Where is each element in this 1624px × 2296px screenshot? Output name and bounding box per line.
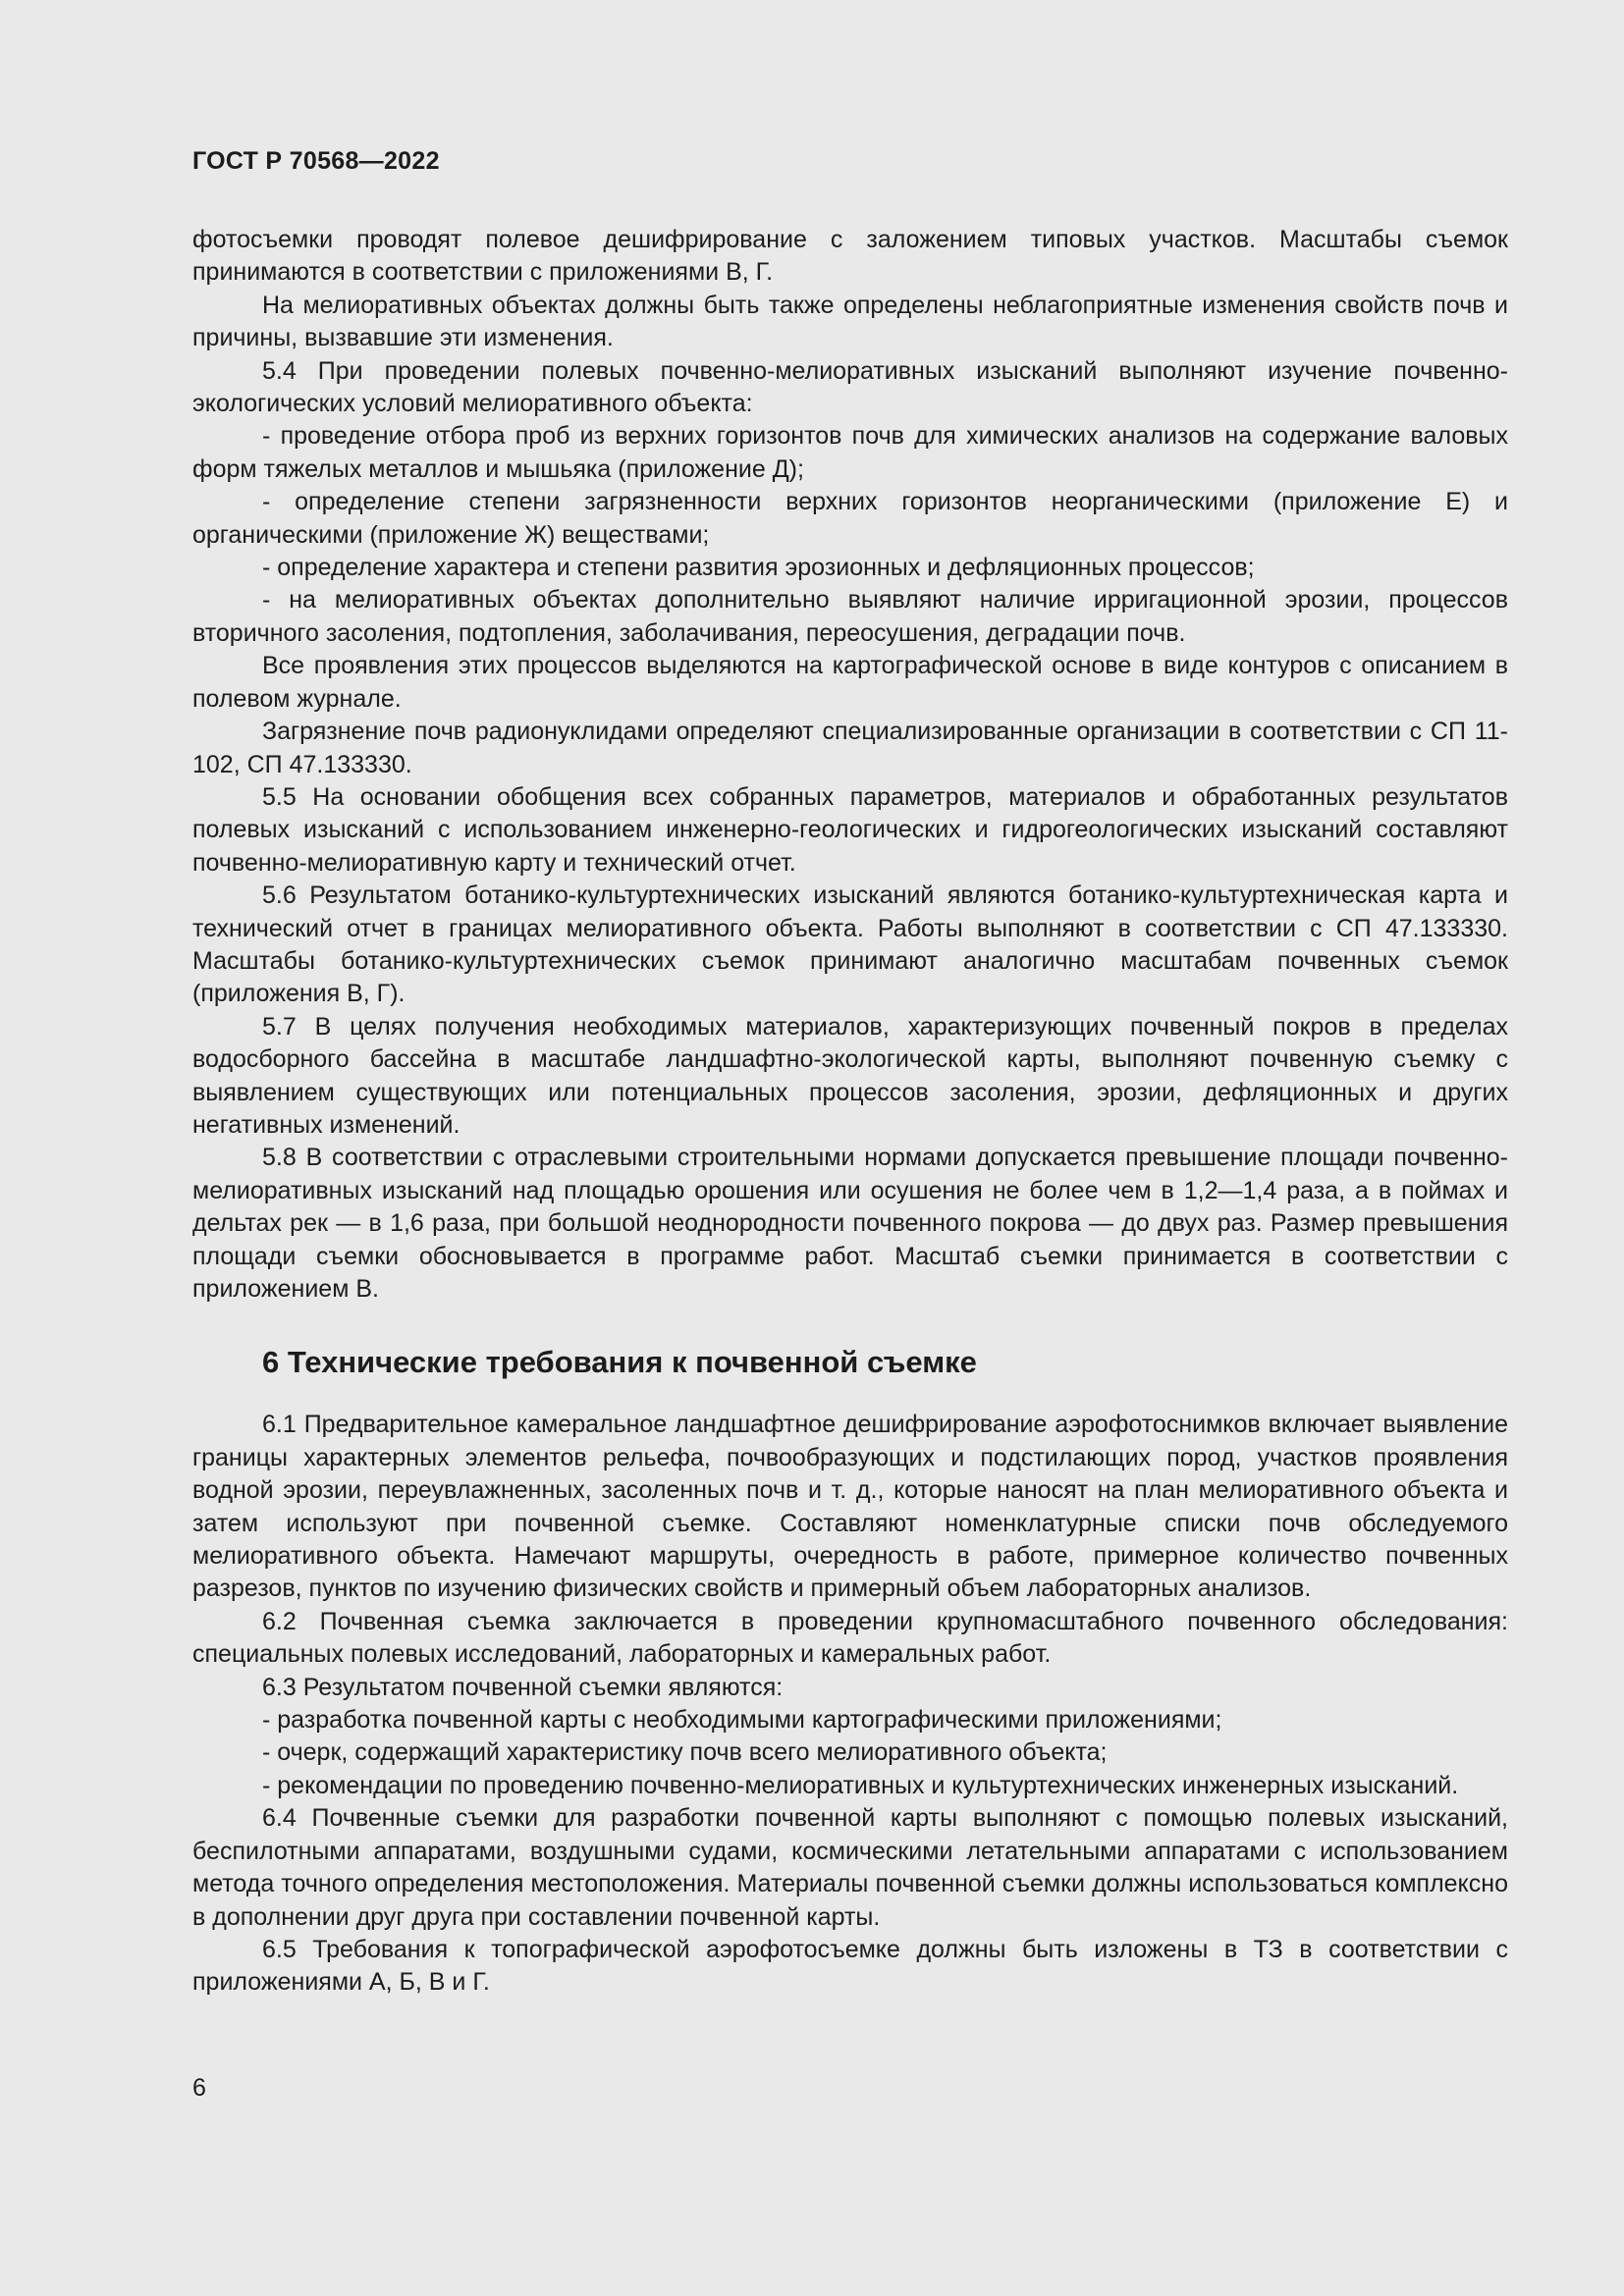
list-item: - разработка почвенной карты с необходимыми картографическими приложениями; <box>262 1706 1222 1735</box>
list-item: - на мелиоративных объектах дополнительно выявляют наличие ирригационной эрозии, процессов вторичного засоления, подтопления, заболачивания, переосушения, деградации почв. <box>192 586 1508 647</box>
clause-5-7: 5.7 В целях получения необходимых материалов, характеризующих почвенный покров в пределах водосборного бассейна в масштабе ландшафтно-экологической карты, выполняют почвенную съемку с выявлением существующих или потенциальных процессов засоления, эрозии, дефляционных и других негативных изменений. <box>192 1012 1508 1139</box>
list-item: - очерк, содержащий характеристику почв всего мелиоративного объекта; <box>262 1738 1108 1767</box>
document-body <box>192 224 1508 2000</box>
paragraph: фотосъемки проводят полевое дешифрирование с заложением типовых участков. Масштабы съемок принимаются в соответствии с приложениями В, Г. <box>192 226 1508 287</box>
list-item: - проведение отбора проб из верхних горизонтов почв для химических анализов на содержание валовых форм тяжелых металлов и мышьяка (приложение Д); <box>192 422 1508 483</box>
section-6-heading: 6 Технические требования к почвенной съемке <box>262 1345 977 1380</box>
paragraph: Все проявления этих процессов выделяются на картографической основе в виде контуров с описанием в полевом журнале. <box>192 652 1508 713</box>
paragraph: Загрязнение почв радионуклидами определяют специализированные организации в соответствии с СП 11-102, СП 47.133330. <box>192 718 1508 778</box>
clause-5-4: 5.4 При проведении полевых почвенно-мелиоративных изысканий выполняют изучение почвенно-экологических условий мелиоративного объекта: <box>192 356 1508 418</box>
list-item: - определение характера и степени развития эрозионных и дефляционных процессов; <box>262 554 1255 582</box>
clause-5-8: 5.8 В соответствии с отраслевыми строительными нормами допускается превышение площади почвенно-мелиоративных изысканий над площадью орошения или осушения не более чем в 1,2—1,4 раза, а в поймах и дельтах рек — в 1,6 раза, при большой неоднородности почвенного покрова — до двух раз. Размер превышения площади съемки обосновывается в программе работ. Масштаб съемки принимается в соответствии с приложением В. <box>192 1144 1508 1303</box>
paragraph: На мелиоративных объектах должны быть также определены неблагоприятные изменения свойств почв и причины, вызвавшие эти изменения. <box>192 291 1508 352</box>
clause-6-1: 6.1 Предварительное камеральное ландшафтное дешифрирование аэрофотоснимков включает выявление границы характерных элементов рельефа, почвообразующих и подстилающих пород, участков проявления водной эрозии, переувлажненных, засоленных почв и т. д., которые наносят на план мелиоративного объекта и затем используют при почвенной съемке. Составляют номенклатурные списки почв обследуемого мелиоративного объекта. Намечают маршруты, очередность в работе, примерное количество почвенных разрезов, пунктов по изучению физических свойств и примерный объем лабораторных анализов. <box>192 1411 1508 1603</box>
clause-6-4: 6.4 Почвенные съемки для разработки почвенной карты выполняют с помощью полевых изысканий, беспилотными аппаратами, воздушными судами, космическими летательными аппаратами с использованием метода точного определения местоположения. Материалы почвенной съемки должны использоваться комплексно в дополнении друг друга при составлении почвенной карты. <box>192 1804 1508 1931</box>
page-number: 6 <box>192 2074 206 2102</box>
clause-5-6: 5.6 Результатом ботанико-культуртехнических изысканий являются ботанико-культуртехническая карта и технический отчет в границах мелиоративного объекта. Работы выполняют в соответствии с СП 47.133330. Масштабы ботанико-культуртехнических съемок принимают аналогично масштабам почвенных съемок (приложения В, Г). <box>192 881 1508 1008</box>
clause-6-3: 6.3 Результатом почвенной съемки являются: <box>262 1673 784 1701</box>
list-item: - определение степени загрязненности верхних горизонтов неорганическими (приложение Е) и органическими (приложение Ж) веществами; <box>192 488 1508 549</box>
list-item: - рекомендации по проведению почвенно-мелиоративных и культуртехнических инженерных изысканий. <box>262 1771 1459 1799</box>
clause-6-2: 6.2 Почвенная съемка заключается в проведении крупномасштабного почвенного обследования: специальных полевых исследований, лабораторных и камеральных работ. <box>192 1607 1508 1669</box>
document-header: ГОСТ Р 70568—2022 <box>192 147 440 175</box>
clause-6-5: 6.5 Требования к топографической аэрофотосъемке должны быть изложены в ТЗ в соответствии с приложениями А, Б, В и Г. <box>192 1935 1508 1997</box>
clause-5-5: 5.5 На основании обобщения всех собранных параметров, материалов и обработанных результатов полевых изысканий с использованием инженерно-геологических и гидрогеологических изысканий составляют почвенно-мелиоративную карту и технический отчет. <box>192 782 1508 877</box>
